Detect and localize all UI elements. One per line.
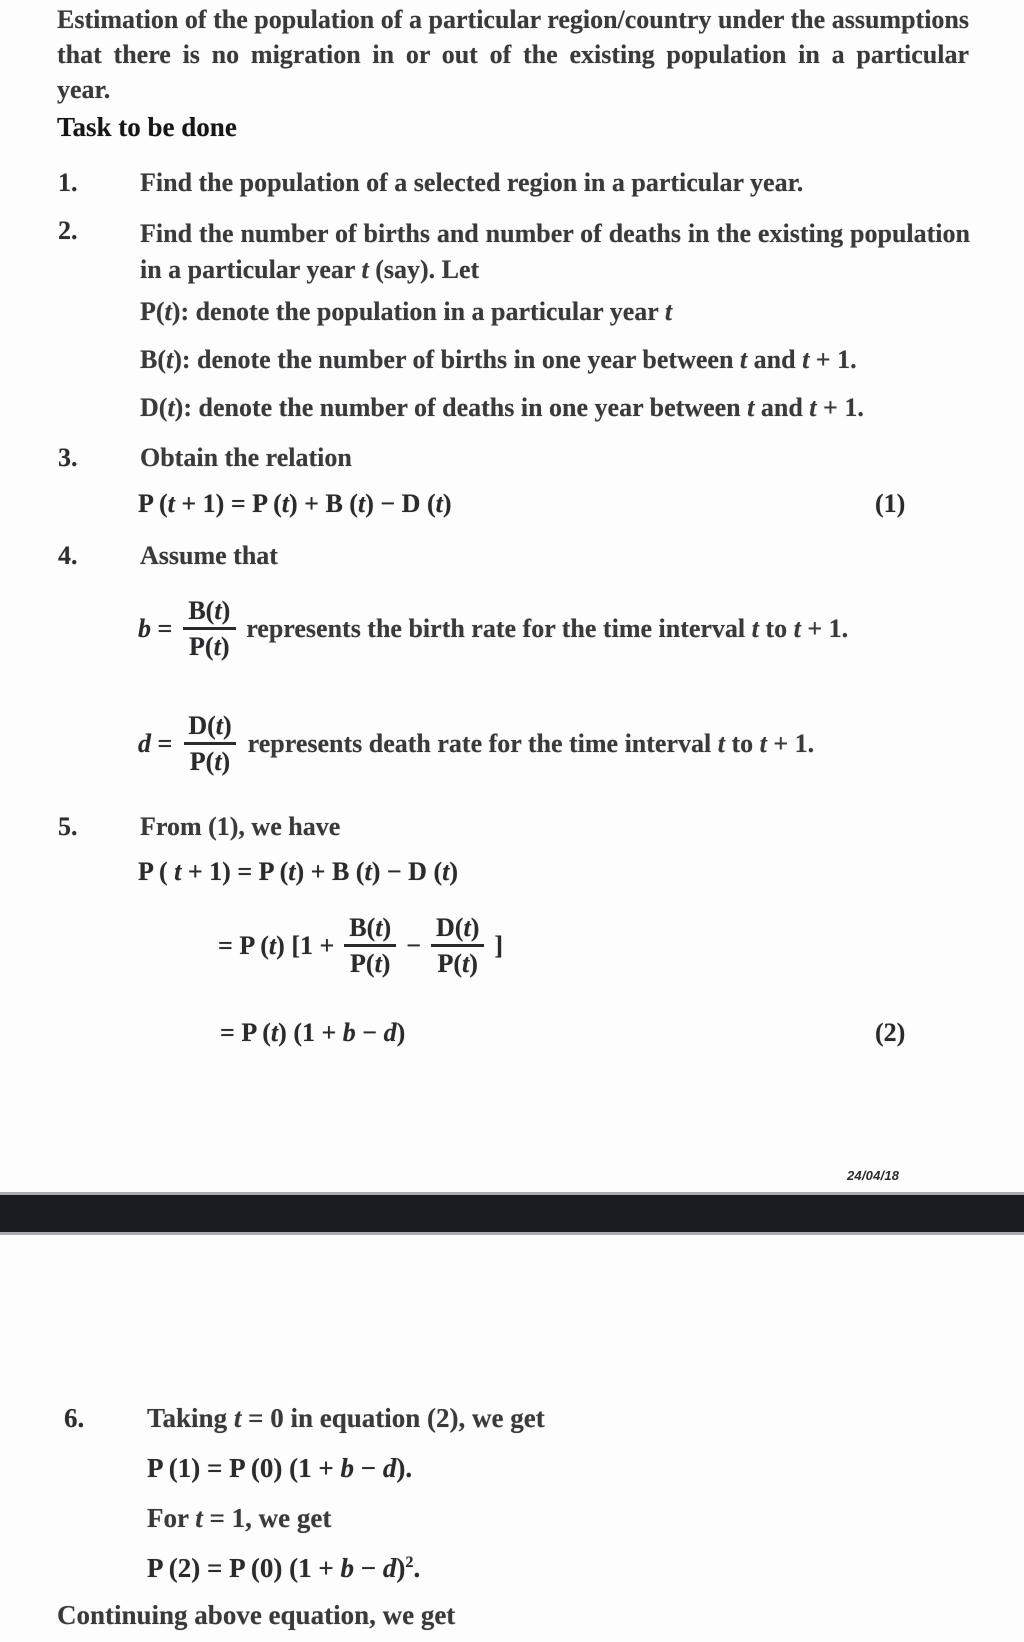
- fraction-denominator: P(t): [183, 627, 235, 661]
- task-3-number: 3.: [58, 443, 78, 472]
- fraction-numerator: B(t): [188, 596, 231, 625]
- definition-deaths: D(t): denote the number of deaths in one year between t and t + 1.: [140, 393, 864, 422]
- minus-operator: −: [406, 930, 422, 960]
- task-1-text: Find the population of a selected region in a particular year.: [140, 168, 804, 197]
- equation-2-number: (2): [875, 1018, 906, 1047]
- task-2-line-1: Find the number of births and number of deaths in the existing population: [140, 219, 970, 248]
- equation-expansion-line-1: P ( t + 1) = P (t) + B (t) − D (t): [138, 857, 459, 886]
- task-3-text: Obtain the relation: [140, 443, 352, 472]
- fraction-birth-rate: [182, 596, 236, 661]
- birth-rate-description: represents the birth rate for the time interval t to t + 1.: [246, 613, 849, 643]
- death-rate-description: represents death rate for the time interval t to t + 1.: [247, 728, 815, 758]
- continuing-text: Continuing above equation, we get: [57, 1600, 456, 1630]
- date-stamp: 24/04/18: [847, 1168, 900, 1183]
- equation-expansion-line-2: [218, 913, 503, 978]
- task-4-number: 4.: [58, 541, 78, 570]
- fraction-death-rate: [182, 711, 237, 776]
- equation-p1: P (1) = P (0) (1 + b − d).: [147, 1453, 413, 1483]
- task-5-text: From (1), we have: [140, 812, 341, 841]
- equation-1: P (t + 1) = P (t) + B (t) − D (t): [138, 489, 452, 518]
- intro-line-2: that there is no migration in or out of the existing population in a particular: [57, 40, 969, 69]
- fraction-denominator: P(t): [184, 742, 236, 776]
- intro-line-1: Estimation of the population of a particular region/country under the assumptions: [57, 5, 969, 34]
- definition-births: B(t): denote the number of births in one year between t and t + 1.: [140, 345, 857, 374]
- birth-rate-definition: [138, 596, 848, 661]
- definition-population: P(t): denote the population in a particular year t: [140, 297, 673, 326]
- fraction-denominator: P(t): [431, 944, 483, 978]
- task-2-line-2: in a particular year t (say). Let: [140, 255, 480, 284]
- for-t-equals-1-text: For t = 1, we get: [147, 1503, 332, 1533]
- equation-p2: P (2) = P (0) $(1 + b - d)^2$.: [147, 1553, 421, 1583]
- divider-bar: [0, 1192, 1024, 1235]
- task-5-number: 5.: [58, 812, 78, 841]
- birth-rate-lhs: b =: [138, 613, 173, 643]
- fraction-numerator: B(t): [349, 913, 392, 942]
- task-6-number: 6.: [64, 1403, 85, 1433]
- fraction-denominator: P(t): [344, 944, 396, 978]
- task-4-text: Assume that: [140, 541, 278, 570]
- equation-2: = P (t) (1 + b − d): [220, 1018, 406, 1047]
- fraction-births-over-population: [343, 913, 397, 978]
- fraction-deaths-over-population: [430, 913, 485, 978]
- intro-line-3: year.: [57, 75, 111, 104]
- section-heading: Task to be done: [57, 112, 237, 142]
- fraction-numerator: D(t): [436, 913, 480, 942]
- intro-paragraph: [57, 2, 969, 107]
- death-rate-definition: [138, 711, 814, 776]
- equation-1-number: (1): [875, 489, 906, 518]
- death-rate-lhs: d =: [138, 728, 173, 758]
- closing-bracket: ]: [494, 930, 504, 960]
- task-1-number: 1.: [58, 168, 78, 197]
- equation-prefix: = P (t) [1 +: [218, 930, 335, 960]
- fraction-numerator: D(t): [188, 711, 232, 740]
- task-2-text: [140, 216, 970, 288]
- task-2-number: 2.: [58, 216, 78, 245]
- task-6-text: Taking t = 0 in equation (2), we get: [147, 1403, 545, 1433]
